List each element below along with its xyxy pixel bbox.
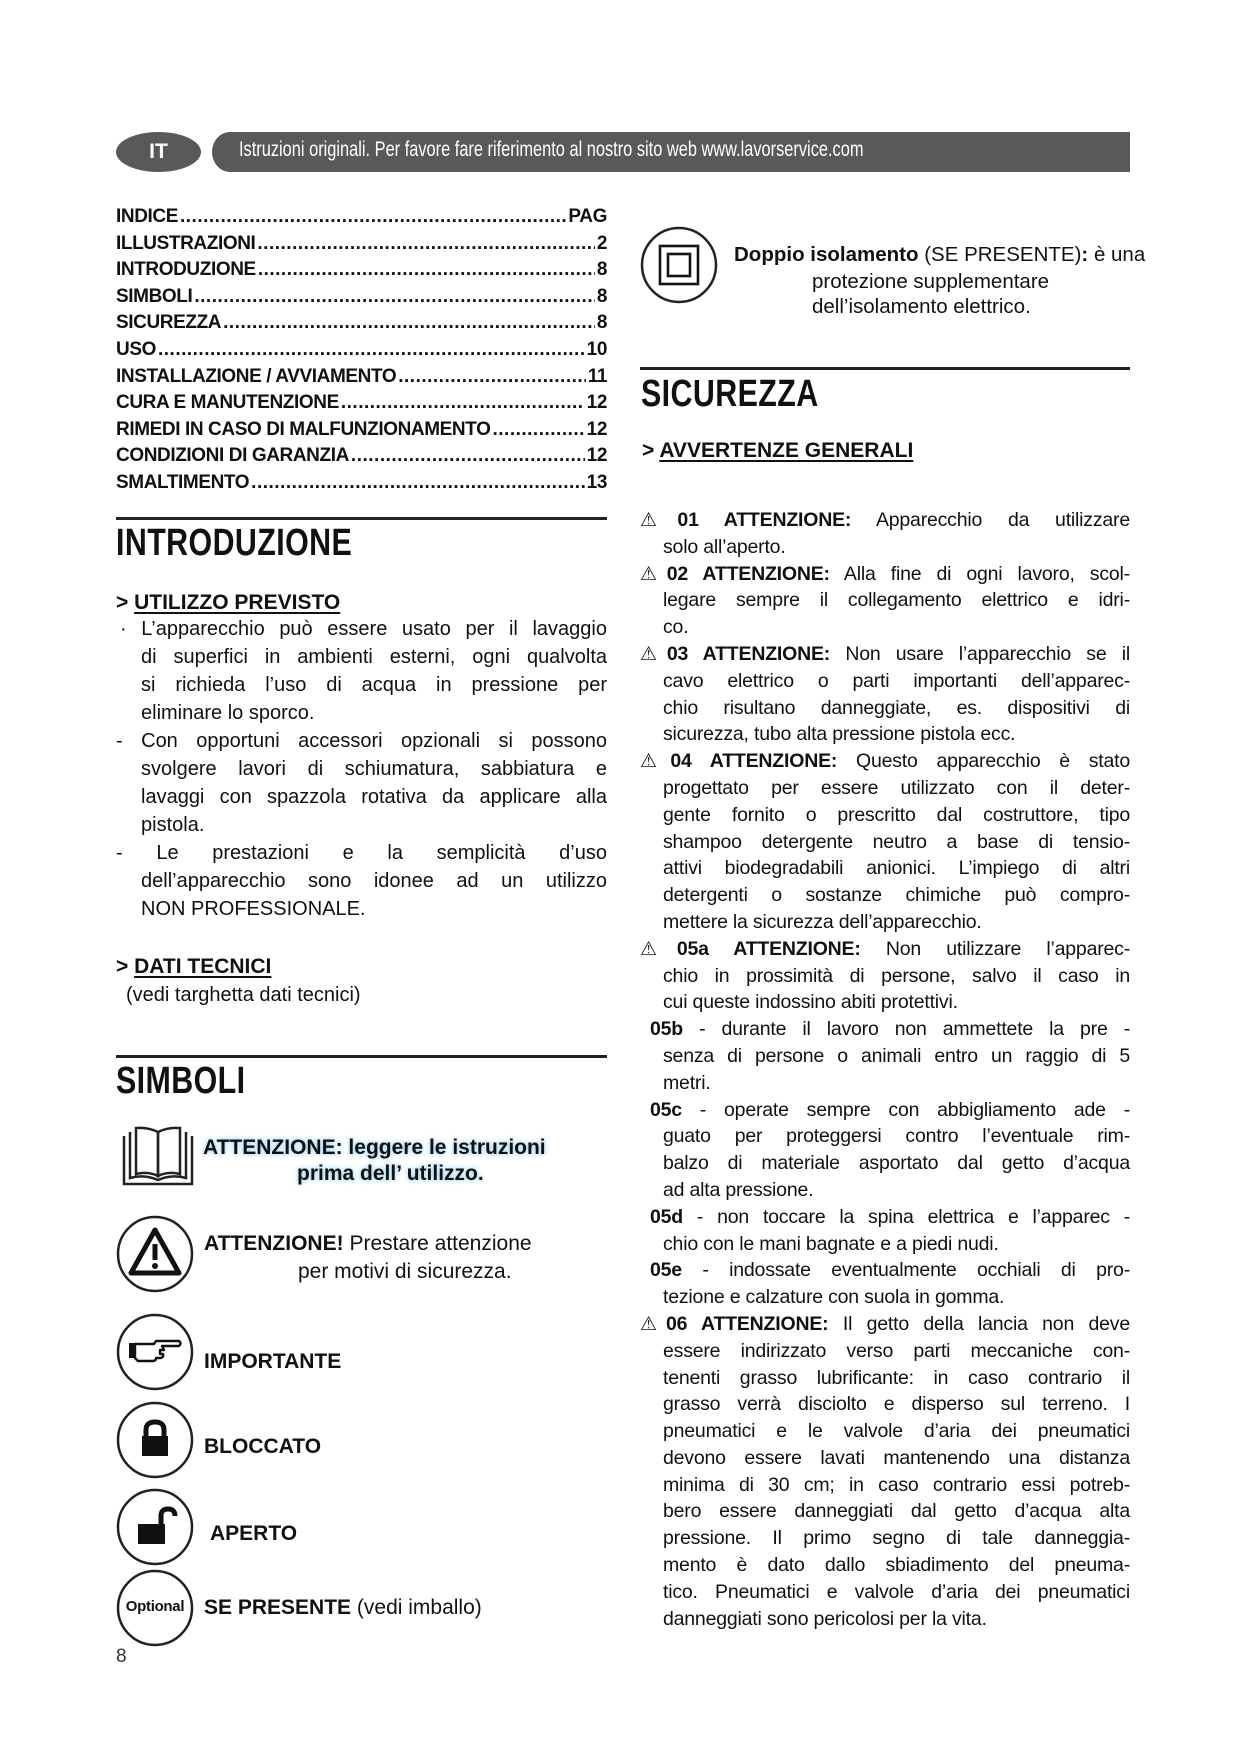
symbols-title: SIMBOLI (116, 1060, 246, 1102)
safety-line: chio in prossimità di persone, salvo il caso in (663, 964, 1130, 987)
safety-item-text: Non utilizzare l’apparec- (885, 937, 1130, 960)
toc-row (116, 206, 607, 233)
safety-line (650, 1016, 1130, 1043)
bullet-line: si richieda l’uso di acqua in pressione per (141, 674, 607, 696)
safety-item-lead: 05a ATTENZIONE: (676, 937, 861, 960)
safety-items (640, 507, 1130, 1632)
safety-line (640, 641, 1130, 668)
safety-line: pressione. Il primo segno di tale danneggia- (663, 1527, 1130, 1550)
bullet-line: NON PROFESSIONALE. (141, 898, 366, 920)
warning-triangle-icon: ⚠ (640, 563, 667, 585)
safety-line: guato per proteggersi contro l’eventuale rim- (663, 1125, 1130, 1148)
toc-row (116, 339, 607, 366)
optional-icon (116, 1569, 194, 1647)
safety-line: tezione e calzature con suola in gomma. (663, 1286, 1005, 1309)
bullet-line: svolgere lavori di schiumatura, sabbiatura e (141, 758, 607, 780)
safety-line: co. (663, 616, 689, 639)
safety-line: bero essere danneggiati dal getto d’acqua alta (663, 1500, 1130, 1523)
safety-line: shampoo detergente neutro a base di tensio- (663, 830, 1130, 853)
intro-bullets (116, 615, 607, 923)
warning-text-line2: per motivi di sicurezza. (298, 1260, 512, 1283)
safety-line: chio con le mani bagnate e a piedi nudi. (663, 1232, 999, 1255)
safety-line: balzo di materiale asportato dal getto d’acqua (663, 1152, 1130, 1175)
bullet-line: - Con opportuni accessori opzionali si possono (116, 730, 607, 752)
safety-line (640, 748, 1130, 775)
safety-line: devono essere lavati mantenendo una distanza (663, 1446, 1130, 1469)
toc-page: 10 (586, 338, 607, 360)
double-insulation-line3: dell’isolamento elettrico. (812, 295, 1031, 318)
warning-triangle-icon: ⚠ (640, 643, 667, 665)
header-text: Istruzioni originali. Per favore fare riferimento al nostro sito web www.lavorservice.com (239, 138, 864, 161)
safety-line (640, 1311, 1130, 1338)
safety-line (650, 1097, 1130, 1124)
bullet-line: · L’apparecchio può essere usato per il lavaggio (120, 618, 607, 640)
toc-page: 2 (596, 232, 607, 254)
book-icon (122, 1126, 194, 1188)
optional-desc: (vedi imballo) (356, 1596, 482, 1619)
safety-item-lead: 05e (650, 1259, 682, 1282)
safety-item-text: Alla fine di ogni lavoro, scol- (843, 562, 1130, 585)
warning-text-line1 (204, 1232, 532, 1256)
toc-row (116, 233, 607, 260)
toc-leader (341, 392, 585, 414)
safety-item-text: - operate sempre con abbigliamento ade - (699, 1098, 1131, 1121)
safety-line: legare sempre il collegamento elettrico e idri- (663, 589, 1130, 612)
general-warnings-label: AVVERTENZE GENERALI (659, 439, 914, 462)
toc-leader (351, 445, 585, 467)
safety-line (650, 1257, 1130, 1284)
toc-label: USO (116, 338, 156, 360)
safety-line: danneggiati sono pericolosi per la vita. (663, 1607, 987, 1630)
intro-title: INTRODUZIONE (116, 522, 353, 564)
colon: : (1081, 243, 1089, 266)
safety-line: mento è dato dallo sbiadimento del pneuma- (663, 1554, 1130, 1577)
warning-icon (116, 1215, 194, 1293)
safety-item-lead: 03 ATTENZIONE: (666, 642, 831, 665)
use-heading-label: UTILIZZO PREVISTO (134, 591, 341, 614)
toc-label: SICUREZZA (116, 312, 222, 334)
safety-item-lead: 05c (650, 1098, 682, 1121)
bullet-line: di superfici in ambienti esterni, ogni qualvolta (141, 646, 607, 668)
safety-line: tenenti grasso lubrificante: in caso contrario il (663, 1366, 1130, 1389)
toc-row (116, 419, 607, 446)
optional-icon-label: Optional (125, 1598, 185, 1615)
toc-row (116, 472, 607, 499)
warning-triangle-icon: ⚠ (640, 1313, 667, 1335)
toc-label: SIMBOLI (116, 285, 193, 307)
safety-line (640, 507, 1130, 534)
safety-item-text: Questo apparecchio è stato (855, 750, 1130, 773)
toc-label: ILLUSTRAZIONI (116, 232, 256, 254)
language-badge (116, 132, 201, 172)
optional-label: SE PRESENTE (204, 1596, 352, 1619)
safety-line: detergenti o sostanze chimiche può compro- (663, 884, 1130, 907)
toc-leader (251, 472, 584, 494)
safety-line: minima di 30 cm; in caso contrario essi potreb- (663, 1473, 1130, 1496)
toc-label: RIMEDI IN CASO DI MALFUNZIONAMENTO (116, 418, 491, 440)
warning-desc: Prestare attenzione (349, 1232, 532, 1255)
toc-label: CURA E MANUTENZIONE (116, 392, 339, 414)
bullet-line: lavaggi con spazzola rotativa da applicare alla (141, 786, 607, 808)
toc-leader (158, 339, 585, 361)
warning-triangle-icon: ⚠ (640, 938, 677, 960)
toc-page: 8 (596, 312, 607, 334)
safety-line: solo all’aperto. (663, 535, 786, 558)
safety-line: pneumatici e le valvole d’aria dei pneumatici (663, 1420, 1130, 1443)
safety-line: cui queste indossino abiti protettivi. (663, 991, 958, 1014)
safety-line: progettato per essere utilizzato con il deter- (663, 776, 1130, 799)
optional-text (204, 1596, 482, 1620)
bullet-line: - Le prestazioni e la semplicità d’uso (116, 842, 607, 864)
double-insulation-line1 (734, 243, 1145, 267)
toc-leader (257, 233, 594, 255)
table-of-contents (116, 206, 607, 499)
double-insulation-text: è una (1093, 243, 1146, 266)
safety-line: sicurezza, tubo alta pressione pistola ecc. (663, 723, 1016, 746)
toc-page: 8 (596, 259, 607, 281)
bullet-line: dell’apparecchio sono idonee ad un utilizzo (141, 870, 607, 892)
safety-title: SICUREZZA (641, 373, 819, 415)
safety-line: tico. Pneumatici e valvole d’aria dei pneumatici (663, 1580, 1130, 1603)
safety-line: senza di persone o animali entro un raggio di 5 (663, 1044, 1130, 1067)
read-manual-line1: ATTENZIONE: leggere le istruzioni (203, 1136, 546, 1159)
safety-line: essere indirizzato verso parti meccaniche con- (663, 1339, 1130, 1362)
toc-leader (258, 259, 595, 281)
toc-page: PAG (568, 206, 607, 227)
toc-page: 12 (586, 392, 607, 414)
double-insulation-icon (640, 226, 718, 304)
safety-item-text: Apparecchio da utilizzare (875, 509, 1130, 531)
safety-line: ad alta pressione. (663, 1178, 814, 1201)
safety-line: gente fornito o prescritto dal costruttore, tipo (663, 803, 1130, 826)
toc-row (116, 286, 607, 313)
toc-leader (492, 419, 584, 441)
page-number: 8 (116, 1646, 127, 1667)
toc-row (116, 366, 607, 393)
safety-line: grasso verrà disciolto e disperso sul terreno. I (663, 1393, 1130, 1416)
warning-triangle-icon: ⚠ (640, 510, 678, 531)
safety-item-text: Non usare l’apparecchio se il (845, 642, 1131, 665)
tech-heading-label: DATI TECNICI (134, 955, 272, 978)
safety-item-text: Il getto della lancia non deve (842, 1312, 1130, 1335)
tech-heading: > DATI TECNICI (116, 955, 272, 978)
unlock-icon (116, 1488, 194, 1566)
safety-line: cavo elettrico o parti importanti dell’apparec- (663, 669, 1130, 692)
toc-row (116, 392, 607, 419)
section-divider (640, 367, 1130, 370)
safety-line (650, 1204, 1130, 1231)
language-code: IT (149, 140, 168, 163)
double-insulation-line2: protezione supplementare (812, 270, 1050, 293)
safety-item-lead: 05d (650, 1205, 684, 1228)
safety-line (640, 561, 1130, 588)
toc-leader (180, 206, 566, 228)
toc-label: INSTALLAZIONE / AVVIAMENTO (116, 365, 397, 387)
read-manual-line2: prima dell’ utilizzo. (297, 1162, 484, 1185)
warning-label: ATTENZIONE! (204, 1232, 344, 1255)
section-divider (116, 517, 607, 520)
safety-item-lead: 01 ATTENZIONE: (677, 509, 852, 531)
safety-line: mettere la sicurezza dell’apparecchio. (663, 910, 982, 933)
important-label: IMPORTANTE (204, 1350, 342, 1373)
safety-item-lead: 02 ATTENZIONE: (666, 562, 830, 585)
toc-leader (223, 312, 595, 334)
use-heading: > UTILIZZO PREVISTO (116, 591, 341, 614)
toc-leader (194, 286, 594, 308)
safety-line: attivi biodegradabili anionici. L’impiego di altri (663, 857, 1130, 880)
toc-label: CONDIZIONI DI GARANZIA (116, 445, 349, 467)
toc-page: 8 (596, 285, 607, 307)
toc-page: 12 (586, 418, 607, 440)
toc-page: 12 (586, 445, 607, 467)
section-divider (116, 1055, 607, 1058)
general-warnings-heading: > AVVERTENZE GENERALI (642, 439, 914, 462)
toc-row (116, 312, 607, 339)
toc-row (116, 445, 607, 472)
safety-line: chio risultano danneggiate, es. dispositivi di (663, 696, 1130, 719)
toc-label: INTRODUZIONE (116, 259, 256, 281)
safety-item-text: - non toccare la spina elettrica e l’apparec - (696, 1205, 1130, 1228)
lock-icon (116, 1401, 194, 1479)
safety-item-text: - indossate eventualmente occhiali di pro- (702, 1259, 1131, 1282)
warning-triangle-icon: ⚠ (640, 751, 671, 773)
toc-row (116, 259, 607, 286)
safety-item-lead: 06 ATTENZIONE: (666, 1312, 829, 1335)
toc-label: INDICE (116, 206, 178, 227)
toc-page: 11 (587, 365, 607, 387)
safety-item-text: - durante il lavoro non ammettete la pre - (699, 1018, 1131, 1041)
safety-item-lead: 05b (650, 1018, 684, 1041)
toc-page: 13 (586, 471, 607, 493)
double-insulation-note: (SE PRESENTE) (924, 243, 1082, 266)
toc-leader (398, 366, 585, 388)
safety-line: metri. (663, 1071, 711, 1094)
double-insulation-label: Doppio isolamento (734, 243, 919, 266)
toc-label: SMALTIMENTO (116, 471, 250, 493)
bullet-line: eliminare lo sporco. (141, 702, 315, 724)
safety-line (640, 936, 1130, 963)
pointing-hand-icon (116, 1313, 194, 1391)
open-label: APERTO (210, 1522, 298, 1545)
bullet-line: pistola. (141, 814, 205, 836)
tech-note: (vedi targhetta dati tecnici) (126, 984, 361, 1006)
safety-item-lead: 04 ATTENZIONE: (670, 750, 838, 773)
locked-label: BLOCCATO (204, 1435, 322, 1458)
